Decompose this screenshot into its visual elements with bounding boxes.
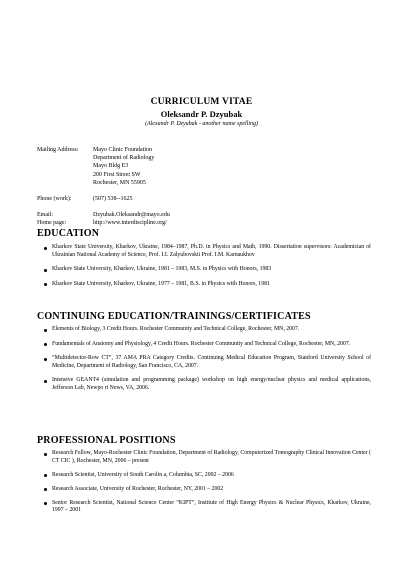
alternate-spelling: (Alexandr P. Dzyubak - another name spelling) xyxy=(144,121,259,127)
mailing-address-label: Mailing Address: xyxy=(37,147,79,153)
phone-label: Phone (work): xyxy=(37,196,72,203)
list-item xyxy=(37,450,371,465)
bullet-icon xyxy=(44,488,47,491)
home-page-row xyxy=(37,219,170,227)
bullet-icon xyxy=(44,474,47,477)
list-item xyxy=(37,341,371,349)
education-entry: Kharkov State University, Kharkov, Ukraine, 1977 – 1981, B.S. in Physics with Honors, 1981 xyxy=(52,280,270,287)
education-list xyxy=(37,244,371,295)
list-item xyxy=(37,486,371,494)
author-name: Oleksandr P. Dzyubak xyxy=(160,109,243,119)
list-item xyxy=(37,472,371,480)
position-entry: Research Fellow, Mayo-Rochester Clinic Foundation, Department of Radiology, Computerized Tomography Clinical Innovation Center ( CT CIC ), Rochester, MN, 2006 – present xyxy=(52,450,371,464)
document-title: CURRICULUM VITAE xyxy=(150,97,253,107)
list-item xyxy=(37,266,371,274)
list-item xyxy=(37,377,371,392)
contact-block xyxy=(37,146,170,228)
address-line: Department of Radiology xyxy=(93,155,155,162)
position-entry: Senior Research Scientist, National Science Center “KIPT”, Institute of High Energy Physics & Nuclear Physics, Kharkov, Ukraine, 1997 – 2001 xyxy=(52,499,371,514)
email-label: Email: xyxy=(37,212,53,219)
bullet-icon xyxy=(44,358,47,361)
address-line: 200 First Street SW xyxy=(93,171,141,178)
email-link[interactable]: Dzyubak.Oleksandr@mayo.edu xyxy=(93,212,170,219)
home-page-label: Home page: xyxy=(37,220,67,227)
bullet-icon xyxy=(44,380,47,383)
address-line: Rochester, MN 55905 xyxy=(93,179,146,186)
bullet-icon xyxy=(44,453,47,456)
address-line: Mayo Clinic Foundation xyxy=(93,147,152,153)
email-row xyxy=(37,211,170,219)
list-item xyxy=(37,281,371,289)
training-entry: Fundamentals of Anatomy and Physiology, 4 Credit Hours. Rochester Community and Technical College, Rochester, MN, 2007. xyxy=(52,340,351,347)
professional-positions-heading: PROFESSIONAL POSITIONS xyxy=(37,435,176,446)
list-item xyxy=(37,244,371,259)
bullet-icon xyxy=(44,329,47,332)
position-entry: Research Associate, University of Rochester, Rochester, NY, 2001 – 2002 xyxy=(52,485,224,492)
bullet-icon xyxy=(44,269,47,272)
professional-positions-list xyxy=(37,450,371,522)
list-item xyxy=(37,355,371,370)
training-entry: “Multidetector-Row CT”, 37 AMA PRA Category Credits. Continuing Medical Education Program, Stanford University School of Medicine, Department of Radiology, San Francisco, CA, 2007. xyxy=(52,355,371,369)
continuing-education-heading: CONTINUING EDUCATION/TRAININGS/CERTIFICATES xyxy=(37,311,311,322)
bullet-icon xyxy=(44,502,47,505)
list-item xyxy=(37,326,371,334)
training-entry: Elements of Biology, 3 Credit Hours. Rochester Community and Technical College, Rochester, MN, 2007. xyxy=(52,326,300,332)
mailing-address-row xyxy=(37,146,170,187)
position-entry: Research Scientist, University of South Carolin a, Columbia, SC, 2002 – 2006 xyxy=(52,471,234,478)
phone-row xyxy=(37,195,170,203)
bullet-icon xyxy=(44,247,47,250)
mailing-address-value xyxy=(93,146,170,187)
education-entry: Kharkov State University, Kharkov, Ukraine, 1981 – 1983, M.S. in Physics with Honors, 1983 xyxy=(52,266,272,273)
phone-value: (507) 538--1625 xyxy=(93,196,133,203)
education-heading: EDUCATION xyxy=(37,228,100,239)
bullet-icon xyxy=(44,283,47,286)
home-page-link[interactable]: http://www.interdiscipline.org/ xyxy=(93,220,167,227)
training-entry: Intensive GEANT4 (simulation and programming package) workshop on high energy/nuclear physics and medical applications, Jefferson Lab, Newpo rt News, VA, 2006. xyxy=(52,377,371,391)
list-item xyxy=(37,500,371,515)
bullet-icon xyxy=(44,343,47,346)
continuing-education-list xyxy=(37,326,371,400)
address-line: Mayo Bldg E3 xyxy=(93,163,129,170)
education-entry: Kharkov State University, Kharkov, Ukraine, 1984–1987, Ph.D. in Physics and Math, 1990. Dissertation supervisors: Academician of Ukrainian National Academy of Science, Prof. I.I. Zalyubovskii Prof. I.M. Karnaukhov xyxy=(52,244,371,258)
